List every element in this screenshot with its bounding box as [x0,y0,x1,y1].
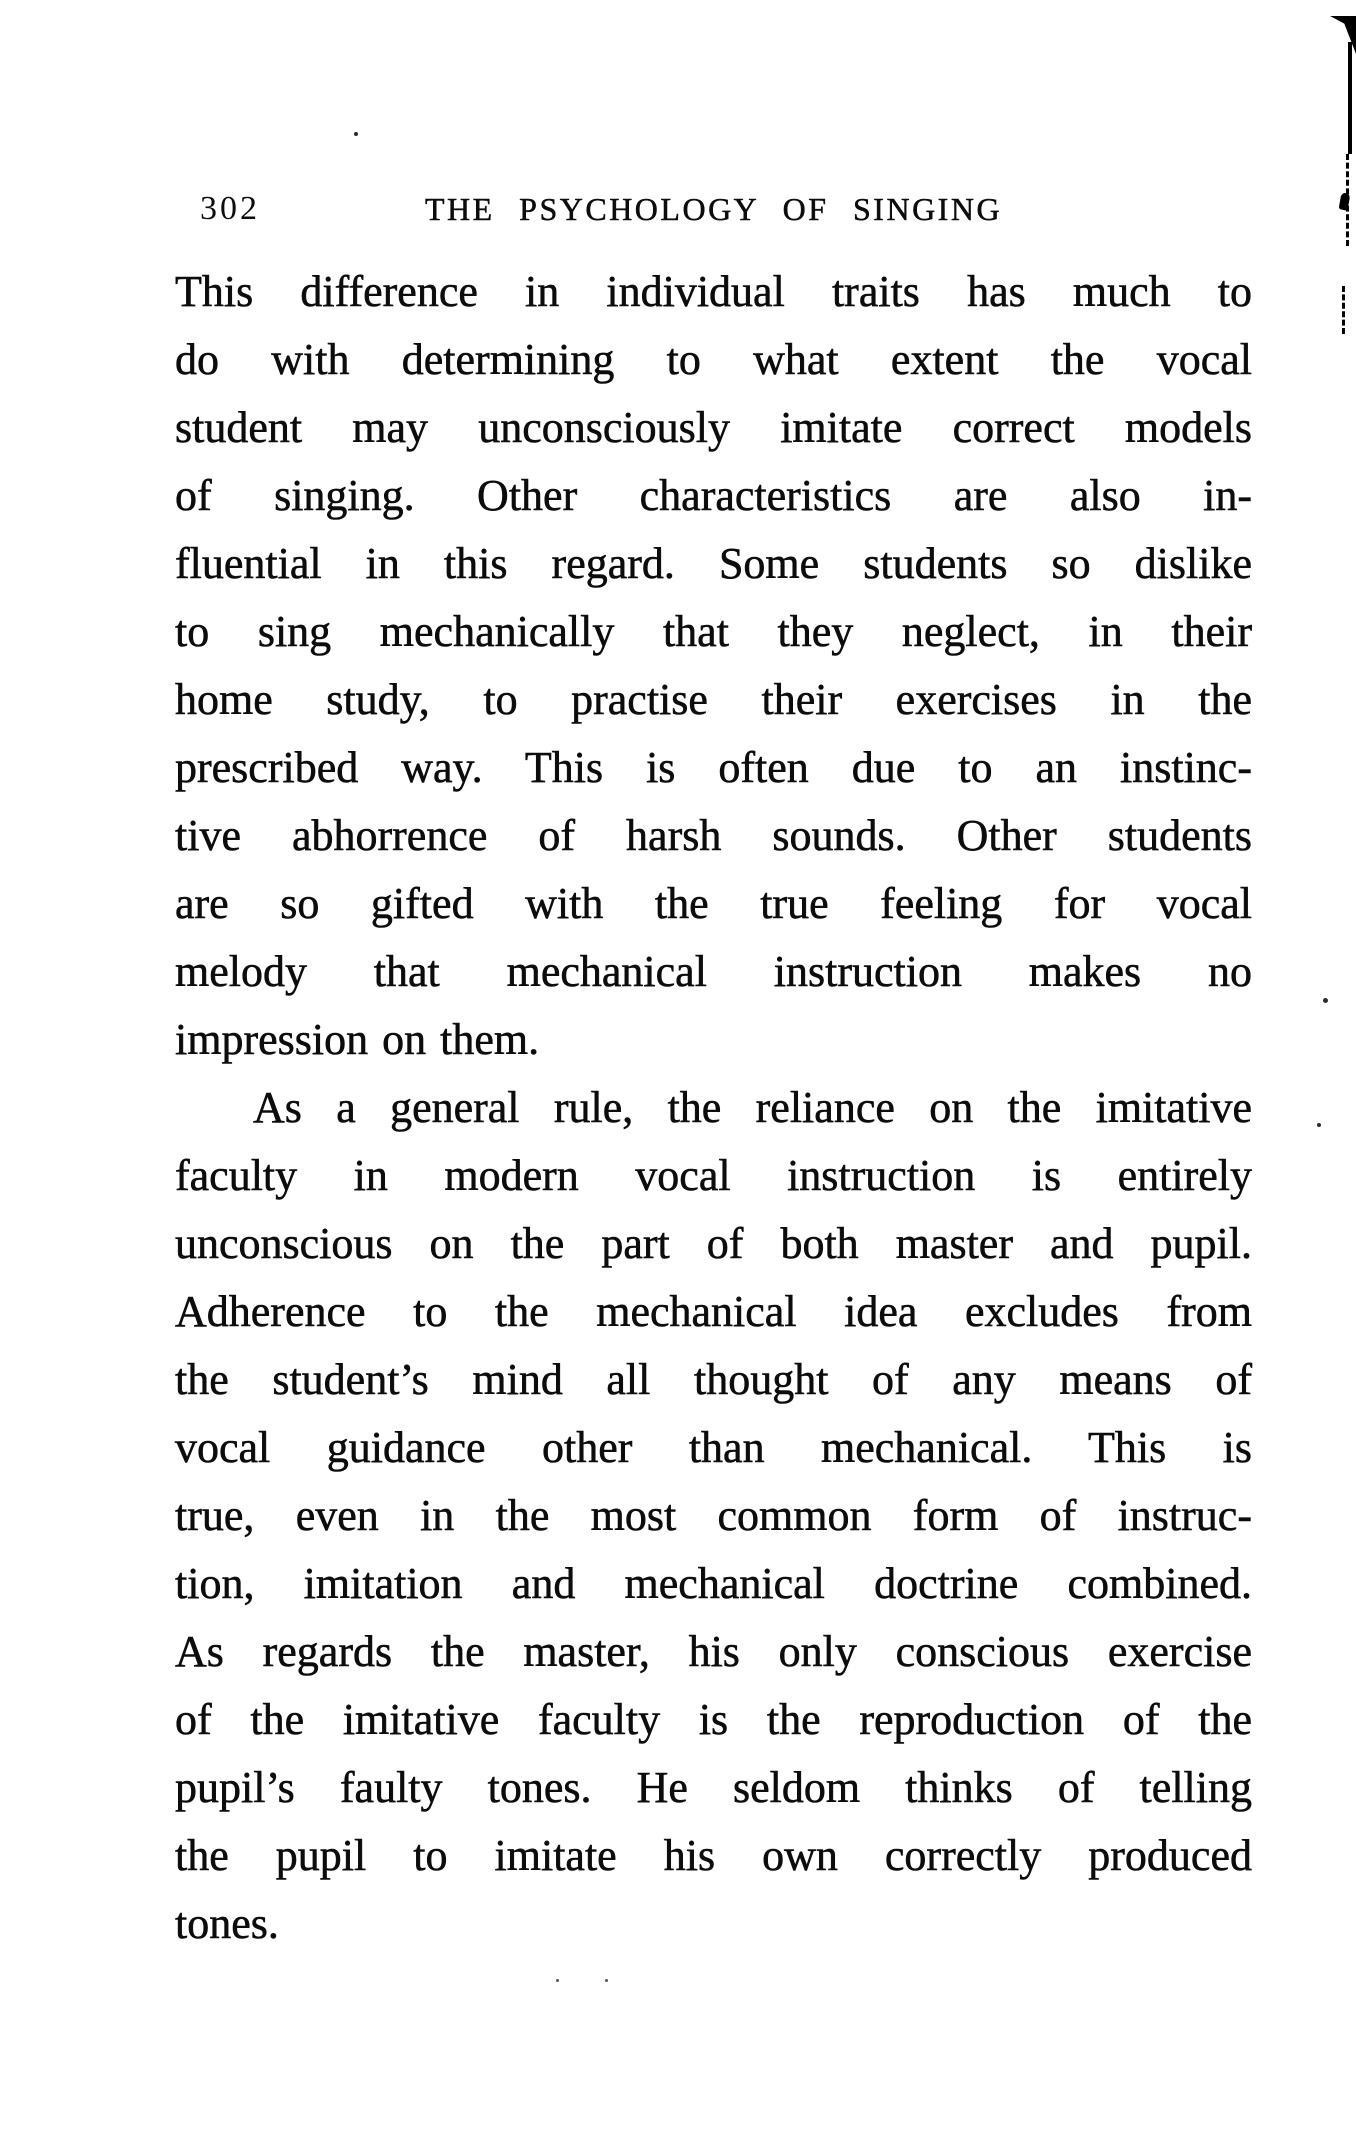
scan-speck [1323,998,1328,1003]
text-line: unconscious on the part of both master and pupil. [175,1219,1252,1268]
text-line: vocal guidance other than mechanical. This is [175,1423,1252,1472]
text-line: true, even in the most common form of instruc- [175,1491,1252,1540]
text-line: melody that mechanical instruction makes no [175,947,1252,996]
text-line: of singing. Other characteristics are also in- [175,471,1252,520]
text-line: Adherence to the mechanical idea excludes from [175,1287,1252,1336]
text-line: to sing mechanically that they neglect, in their [175,607,1252,656]
binding-mark-corner [1330,16,1356,54]
text-line: student may unconsciously imitate correct models [175,403,1252,452]
scan-speck [556,1979,559,1982]
text-line: fluential in this regard. Some students so dislike [175,539,1252,588]
binding-mark-dashes-low [1342,286,1345,334]
text-line: pupil’s faulty tones. He seldom thinks of telling [175,1763,1252,1812]
page-number: 302 [200,190,260,227]
running-header-title: THE PSYCHOLOGY OF SINGING [424,191,1003,227]
text-line: the student’s mind all thought of any means of [175,1355,1252,1404]
text-line: do with determining to what extent the vocal [175,335,1252,384]
text-line: of the imitative faculty is the reproduction of the [175,1695,1252,1744]
page-header [175,190,1252,230]
text-line: impression on them. [175,1015,540,1064]
text-line: tones. [175,1899,279,1948]
text-line: As a general rule, the reliance on the imitative [253,1083,1252,1132]
scan-speck [605,1979,608,1982]
text-line: are so gifted with the true feeling for vocal [175,879,1252,928]
text-line: tive abhorrence of harsh sounds. Other students [175,811,1252,860]
text-line: faculty in modern vocal instruction is entirely [175,1151,1252,1200]
text-line: tion, imitation and mechanical doctrine combined. [175,1559,1252,1608]
scan-speck [354,132,358,136]
binding-mark-line [1348,42,1352,154]
text-line: home study, to practise their exercises in the [175,675,1252,724]
text-line: the pupil to imitate his own correctly produced [175,1831,1252,1880]
scan-speck [1317,1123,1321,1127]
text-line: As regards the master, his only conscious exercise [175,1627,1252,1676]
text-line: This difference in individual traits has much to [175,267,1252,316]
text-line: prescribed way. This is often due to an instinc- [175,743,1252,792]
body-text [175,258,1252,1958]
